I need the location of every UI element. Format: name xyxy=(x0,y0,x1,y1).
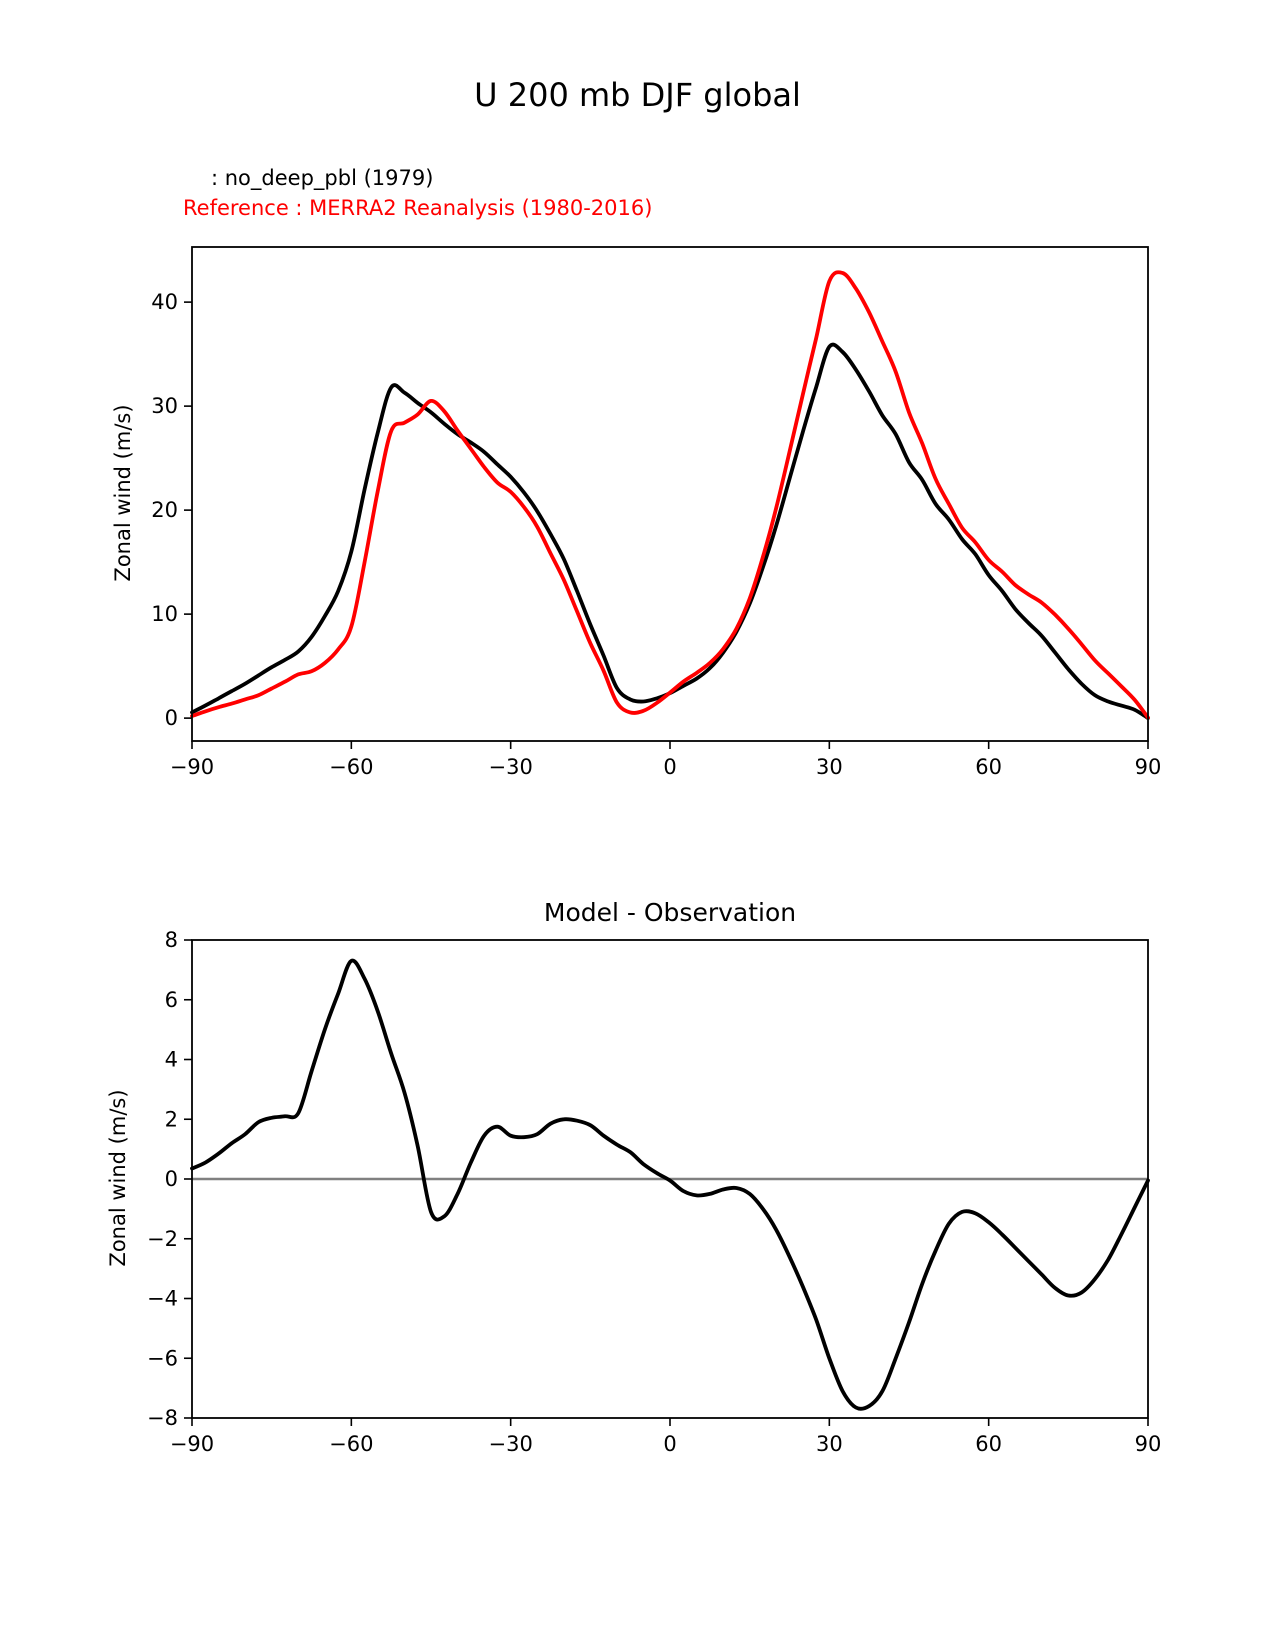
y-tick-label: 0 xyxy=(164,706,178,731)
figure-title: U 200 mb DJF global xyxy=(474,76,801,114)
x-tick-label: −90 xyxy=(169,755,215,779)
x-tick-label: −60 xyxy=(329,755,374,779)
x-tick-label: −60 xyxy=(329,1432,374,1456)
x-tick-label: 30 xyxy=(815,1432,843,1456)
x-tick-label: −30 xyxy=(488,755,533,779)
x-tick-label: 60 xyxy=(975,1432,1003,1456)
legend-model-label: : no_deep_pbl (1979) xyxy=(211,166,434,190)
bottom-panel-curve-0 xyxy=(192,961,1148,1409)
y-tick-label: 30 xyxy=(151,394,178,419)
x-tick-label: −90 xyxy=(169,1432,215,1456)
y-tick-label: 10 xyxy=(151,602,178,627)
y-tick-label: 20 xyxy=(151,498,178,523)
top-y-axis-label: Zonal wind (m/s) xyxy=(111,404,135,582)
bottom-y-axis-label: Zonal wind (m/s) xyxy=(106,1089,130,1267)
x-tick-label: 90 xyxy=(1134,755,1162,779)
top-panel-curve-0 xyxy=(192,345,1148,719)
y-tick-label: 40 xyxy=(151,290,178,315)
y-tick-label: −6 xyxy=(147,1346,178,1371)
legend-reference-label: Reference : MERRA2 Reanalysis (1980-2016) xyxy=(183,196,653,220)
y-tick-label: −2 xyxy=(147,1226,178,1251)
x-tick-label: −30 xyxy=(488,1432,533,1456)
top-panel xyxy=(151,247,1161,779)
x-tick-label: 0 xyxy=(663,1432,677,1456)
bottom-panel xyxy=(147,928,1161,1456)
bottom-panel-title: Model - Observation xyxy=(543,898,797,927)
y-tick-label: −8 xyxy=(147,1406,178,1430)
top-panel-curve-1 xyxy=(192,272,1148,717)
y-tick-label: 0 xyxy=(164,1167,178,1191)
y-tick-label: 8 xyxy=(164,928,178,952)
x-tick-label: 90 xyxy=(1134,1432,1162,1456)
y-tick-label: −4 xyxy=(147,1286,178,1311)
x-tick-label: 0 xyxy=(663,755,677,779)
y-tick-label: 4 xyxy=(164,1047,178,1072)
x-tick-label: 60 xyxy=(975,755,1003,779)
y-tick-label: 2 xyxy=(164,1107,178,1132)
top-panel-axes-box xyxy=(192,247,1148,741)
y-tick-label: 6 xyxy=(164,987,178,1012)
x-tick-label: 30 xyxy=(815,755,843,779)
